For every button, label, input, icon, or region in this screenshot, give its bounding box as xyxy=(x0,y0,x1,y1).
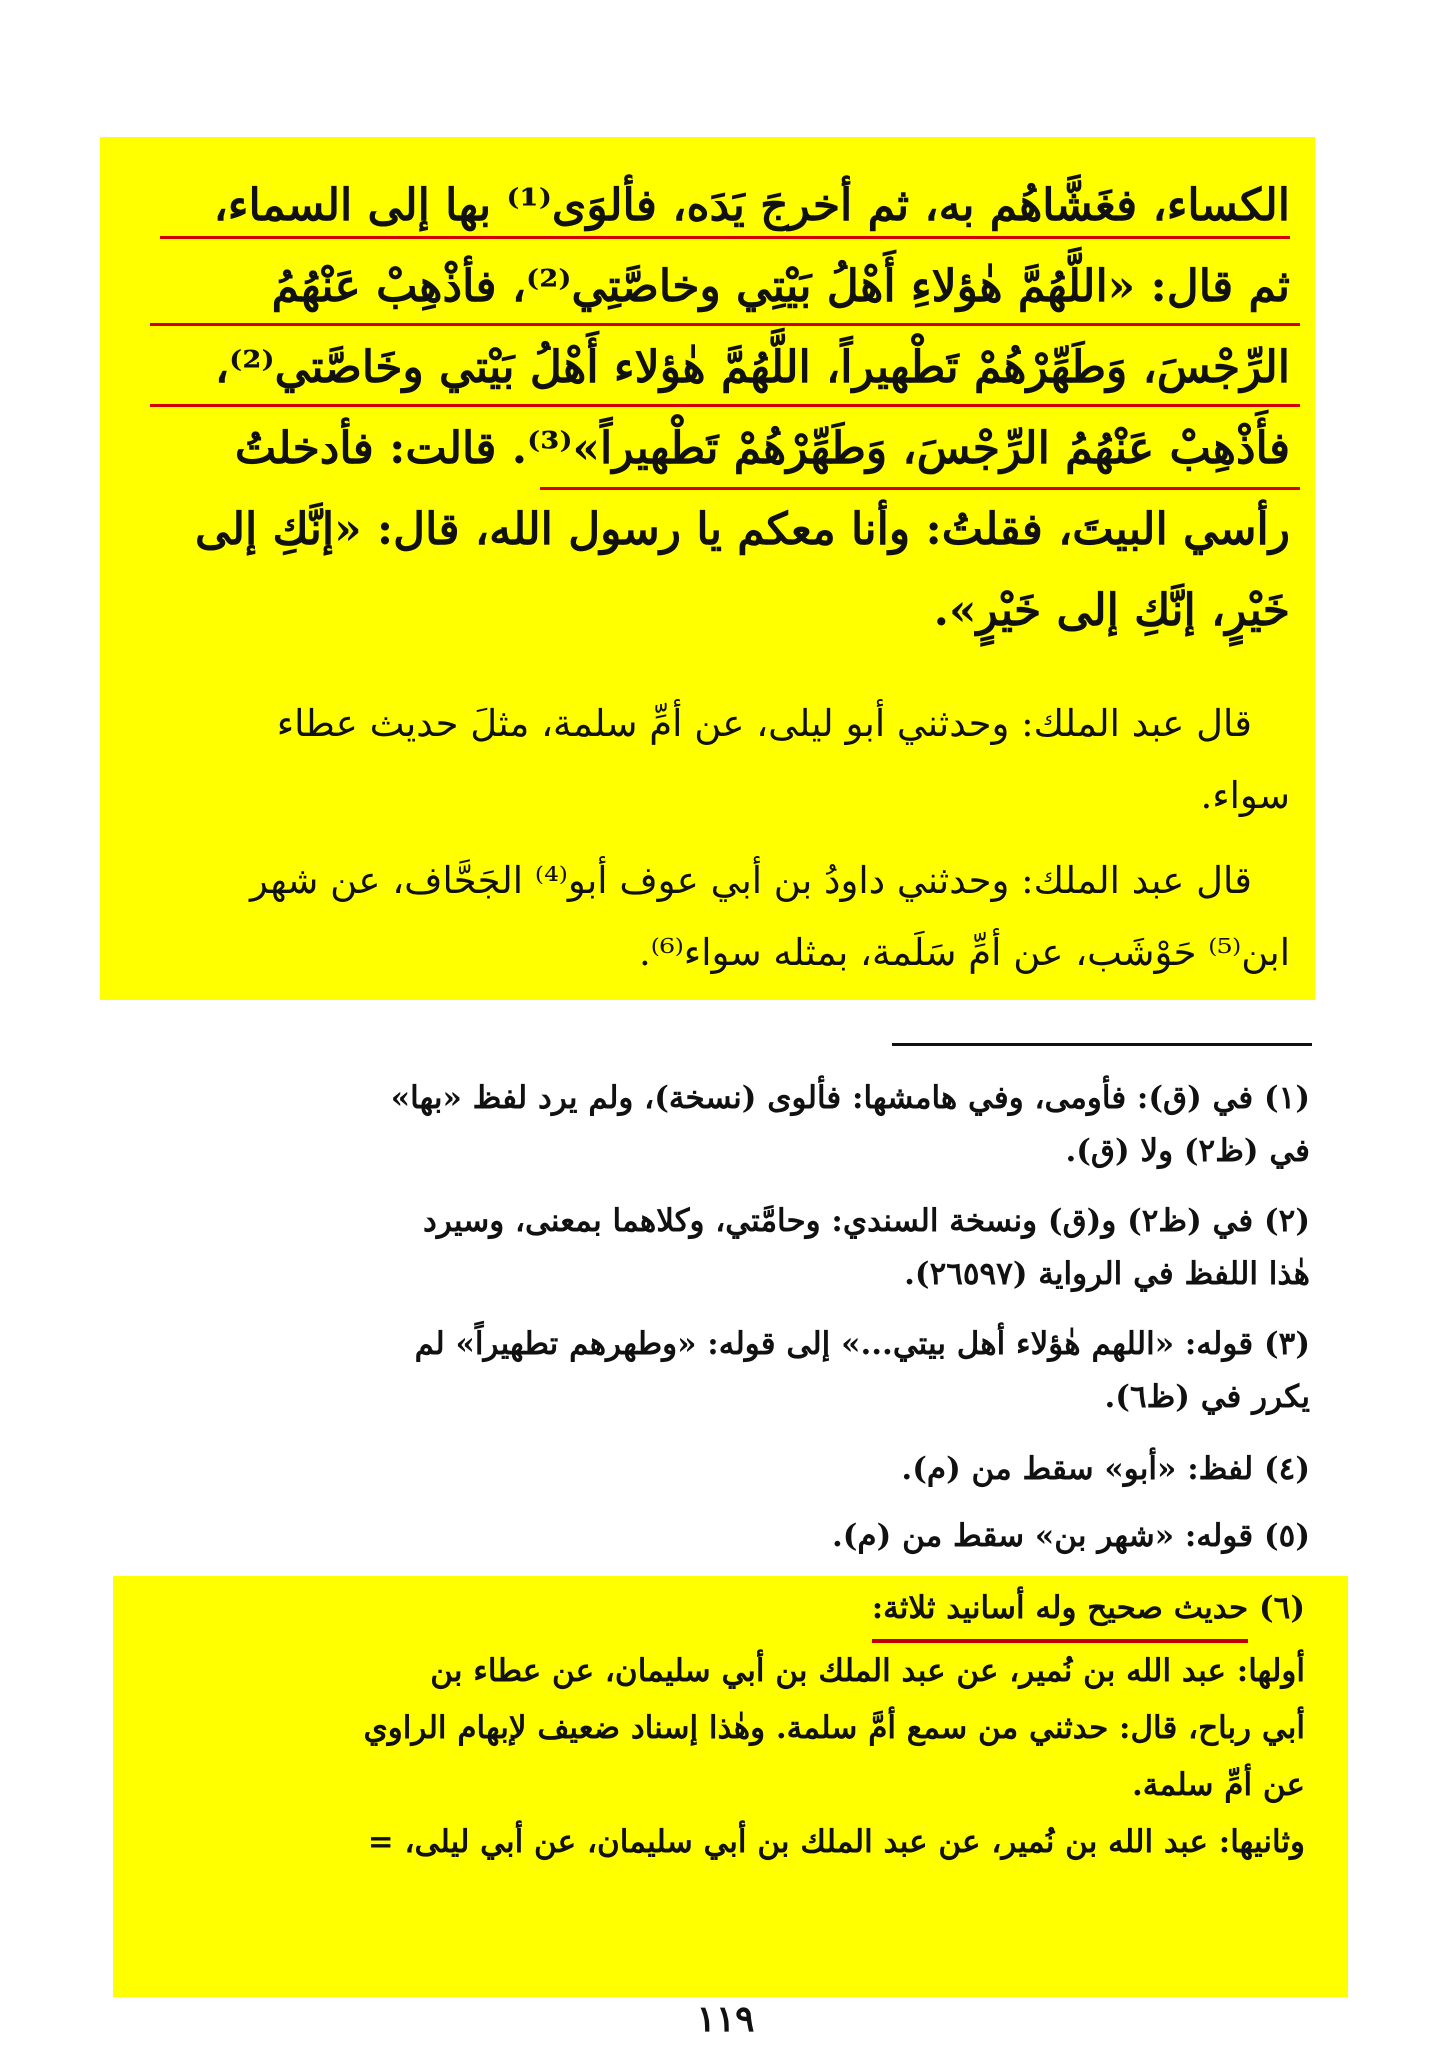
footnote-6-number: (٦) xyxy=(1259,1590,1305,1626)
paragraph-line: ابن⁽⁵⁾ حَوْشَب، عن أمِّ سَلَمة، بمثله سواء⁽⁶⁾. xyxy=(639,931,1290,974)
hadith-line-4: فأَذْهِبْ عَنْهُمُ الرِّجْسَ، وَطَهِّرْهُمْ تَطْهيراً»⁽³⁾. قالت: فأدخلتُ xyxy=(234,423,1290,474)
red-underline-1 xyxy=(160,236,1290,239)
footnote-line: في (ظ٢) ولا (ق). xyxy=(1065,1133,1310,1169)
paragraph-line: سواء. xyxy=(1200,774,1290,817)
hadith-line-1: الكساء، فغَشَّاهُم به، ثم أخرجَ يَدَه، فألوَى⁽¹⁾ بها إلى السماء، xyxy=(213,180,1290,231)
footnote-6-header xyxy=(145,1580,1305,1643)
footnote-4 xyxy=(145,1443,1310,1496)
footnote-separator xyxy=(892,1043,1312,1046)
footnote-line: هٰذا اللفظ في الرواية (٢٦٥٩٧). xyxy=(904,1256,1310,1292)
footnote-2 xyxy=(145,1195,1310,1301)
footnote-line: يكرر في (ظ٦). xyxy=(1104,1379,1310,1415)
footnote-5 xyxy=(145,1510,1310,1563)
footnote-line: عن أمِّ سلمة. xyxy=(1131,1767,1305,1803)
footnote-line: أولها: عبد الله بن نُمير، عن عبد الملك بن أبي سليمان، عن عطاء بن xyxy=(430,1653,1305,1689)
footnote-6 xyxy=(145,1580,1305,1871)
footnote-1 xyxy=(145,1072,1310,1178)
paragraph-abd-al-malik-2 xyxy=(140,845,1290,989)
page-number: ١١٩ xyxy=(696,1998,755,2040)
footnote-line: (٤) لفظ: «أبو» سقط من (م). xyxy=(901,1451,1310,1487)
footnote-6-title: حديث صحيح وله أسانيد ثلاثة: xyxy=(872,1580,1249,1643)
red-underline-2 xyxy=(150,323,1300,326)
footnote-line: وثانيها: عبد الله بن نُمير، عن عبد الملك بن أبي سليمان، عن أبي ليلى، = xyxy=(367,1824,1305,1860)
red-underline-4 xyxy=(540,487,1300,490)
footnote-3 xyxy=(145,1318,1310,1424)
footnote-line: (١) في (ق): فأومى، وفي هامشها: فألوى (نسخة)، ولم يرد لفظ «بها» xyxy=(390,1080,1310,1116)
red-underline-3 xyxy=(150,404,1300,407)
hadith-line-5: رأسي البيتَ، فقلتُ: وأنا معكم يا رسول الله، قال: «إنَّكِ إلى xyxy=(194,504,1290,555)
paragraph-line: قال عبد الملك: وحدثني داودُ بن أبي عوف أبو⁽⁴⁾ الجَحَّاف، عن شهر xyxy=(249,859,1252,902)
paragraph-line: قال عبد الملك: وحدثني أبو ليلى، عن أمِّ سلمة، مثلَ حديث عطاء xyxy=(276,702,1252,745)
hadith-line-3: الرِّجْسَ، وَطَهِّرْهُمْ تَطْهيراً، اللَّهُمَّ هٰؤلاء أَهْلُ بَيْتي وخَاصَّتي⁽²⁾، xyxy=(214,342,1290,393)
hadith-line-2: ثم قال: «اللَّهُمَّ هٰؤلاءِ أَهْلُ بَيْتِي وخاصَّتِي⁽²⁾، فأذْهِبْ عَنْهُمُ xyxy=(271,261,1290,312)
footnote-line: (٣) قوله: «اللهم هٰؤلاء أهل بيتي...» إلى قوله: «وطهرهم تطهيراً» لم xyxy=(414,1326,1310,1362)
hadith-line-6: خَيْرٍ، إنَّكِ إلى خَيْرٍ». xyxy=(933,585,1290,636)
footnote-line: أبي رباح، قال: حدثني من سمع أمَّ سلمة. وهٰذا إسناد ضعيف لإبهام الراوي xyxy=(363,1710,1305,1746)
footnote-line: (٥) قوله: «شهر بن» سقط من (م). xyxy=(831,1518,1310,1554)
paragraph-abd-al-malik-1 xyxy=(140,688,1290,832)
footnote-line: (٢) في (ظ٢) و(ق) ونسخة السندي: وحامَّتي، وكلاهما بمعنى، وسيرد xyxy=(423,1203,1310,1239)
